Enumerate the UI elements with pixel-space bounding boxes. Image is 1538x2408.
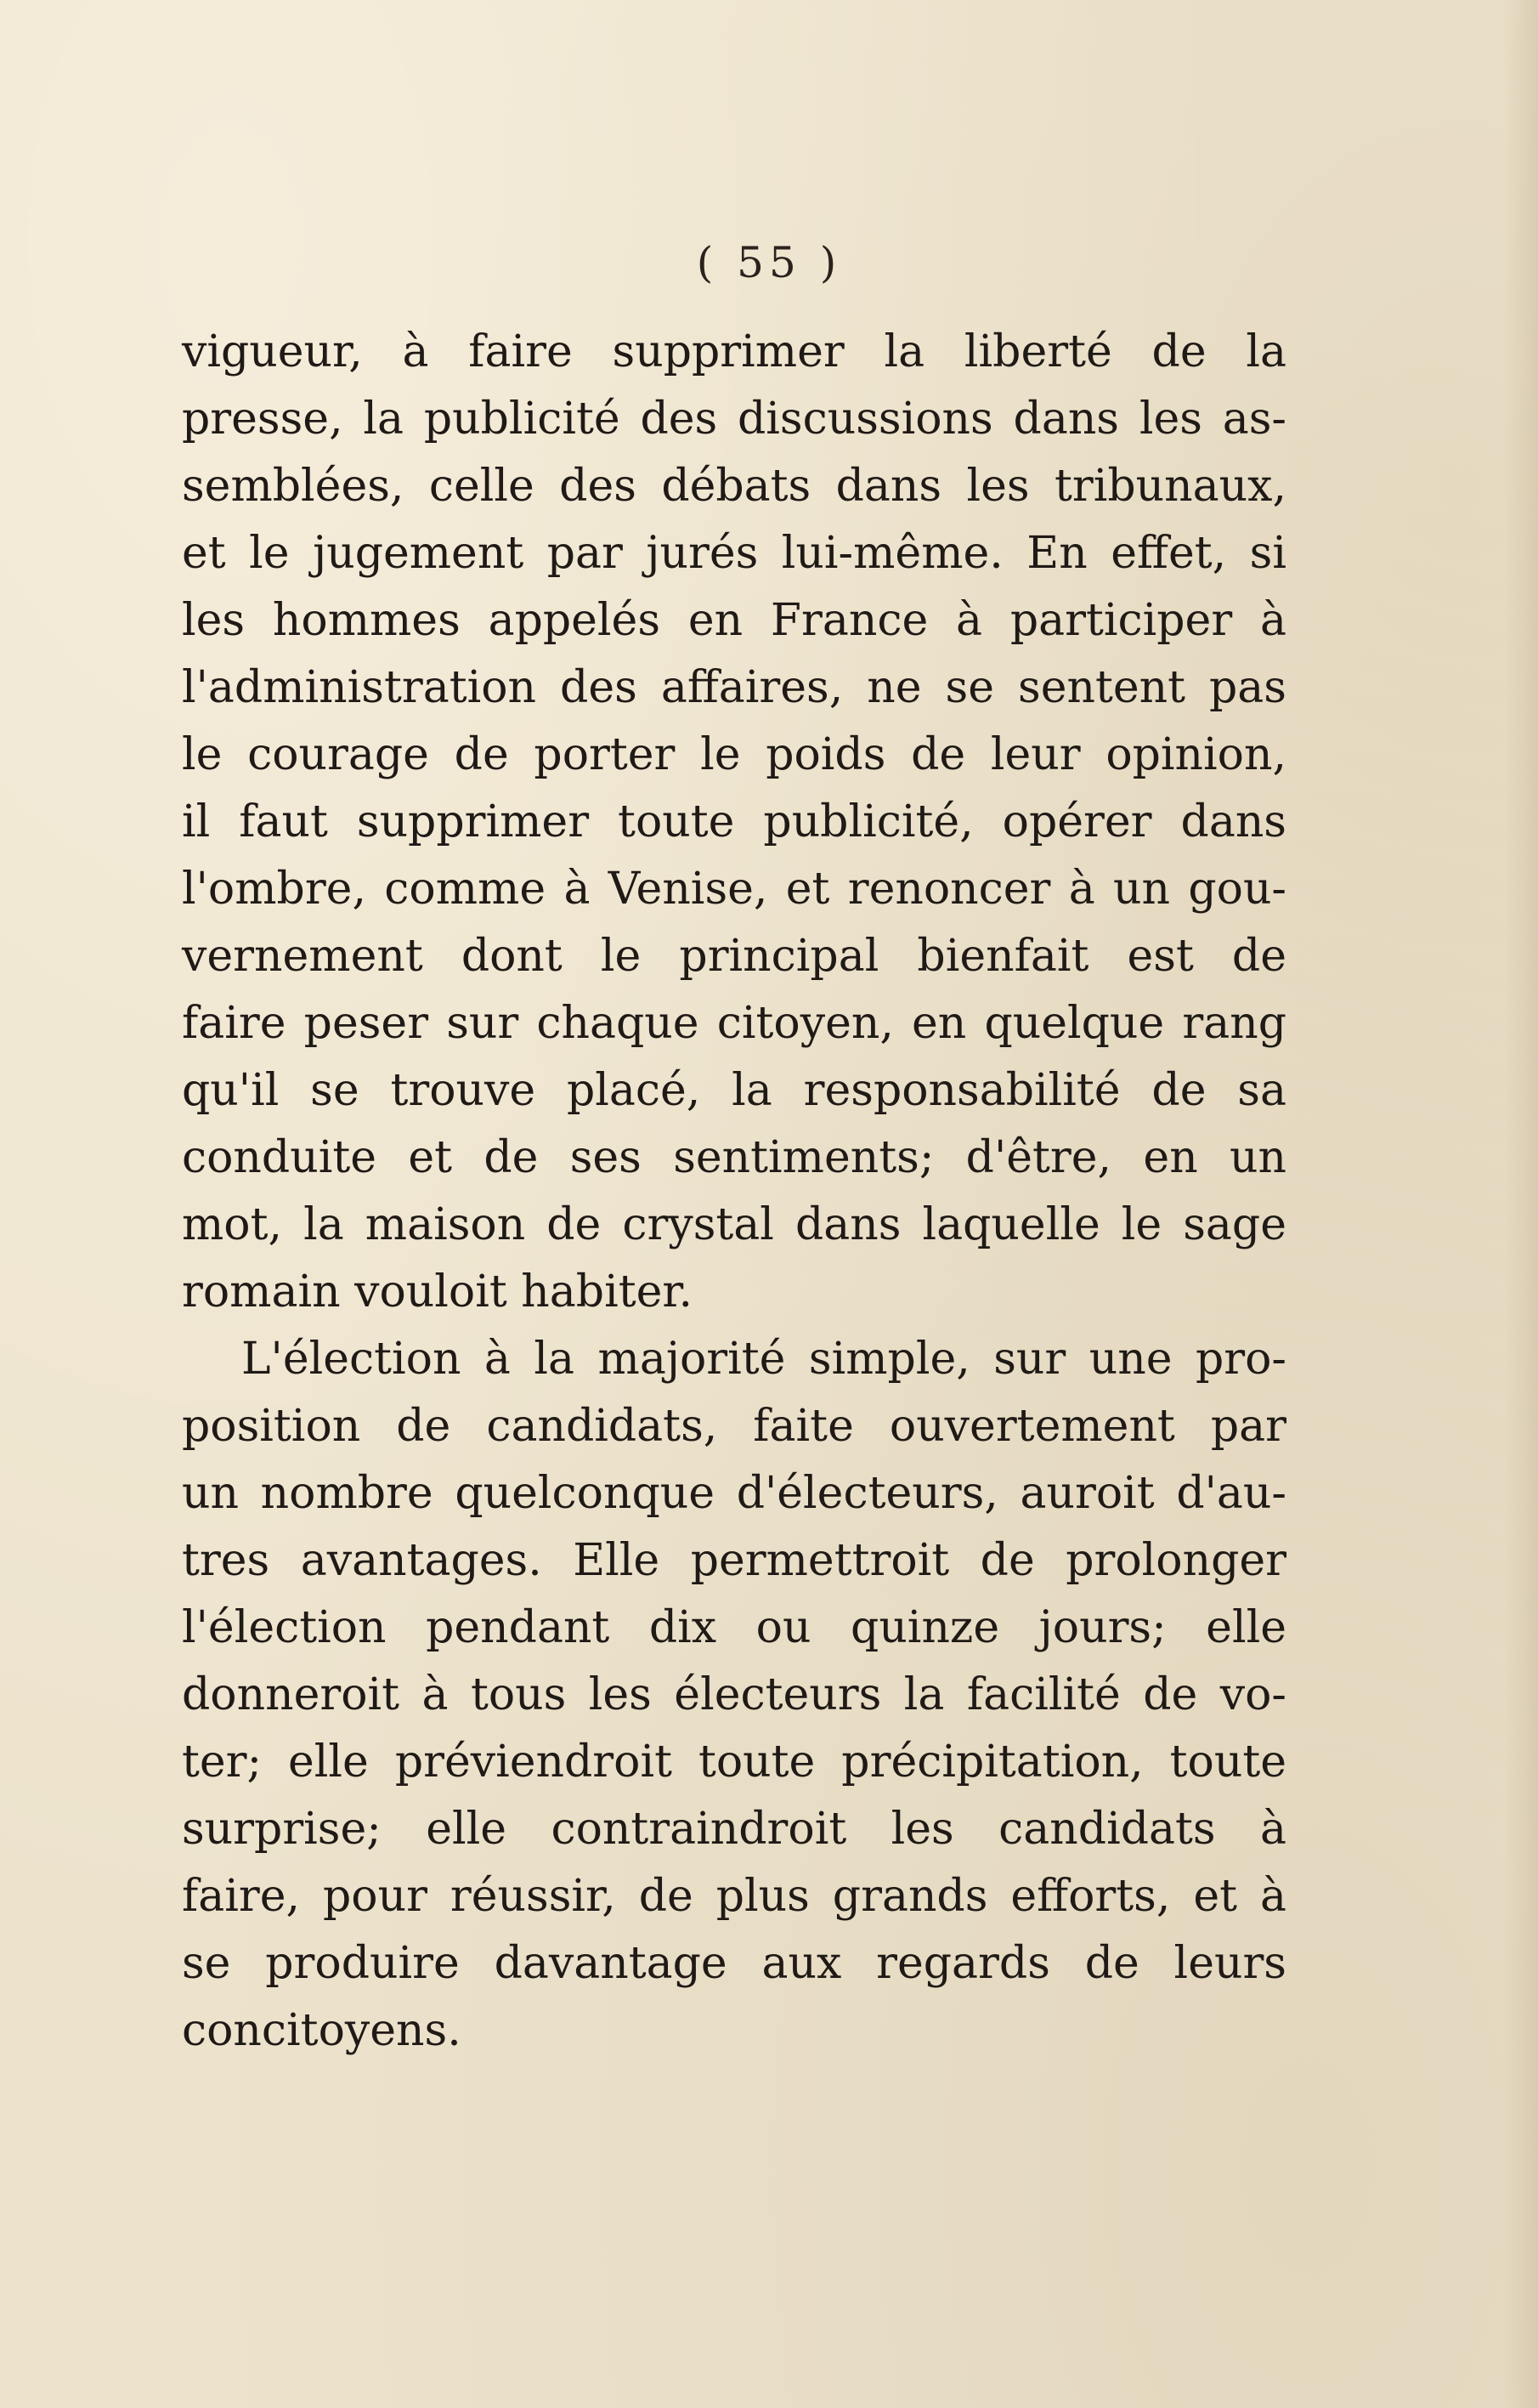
page-edge-shadow — [1504, 0, 1538, 2408]
text-line: tres avantages. Elle permettroit de prolonger — [182, 1535, 1286, 1586]
text-line: presse, la publicité des discussions dans les as- — [182, 394, 1286, 445]
text-line: se produire davantage aux regards de leurs — [182, 1938, 1286, 1989]
text-line: vernement dont le principal bienfait est de — [182, 931, 1286, 982]
paragraph — [182, 1326, 1286, 2065]
text-line: donneroit à tous les électeurs la facilité de vo- — [182, 1669, 1286, 1720]
text-line: faire peser sur chaque citoyen, en quelque rang — [182, 998, 1286, 1049]
text-line: mot, la maison de crystal dans laquelle le sage — [182, 1199, 1286, 1250]
text-line: vigueur, à faire supprimer la liberté de la — [182, 326, 1286, 377]
text-line: les hommes appelés en France à participer à — [182, 595, 1286, 646]
text-line: le courage de porter le poids de leur opinion, — [182, 729, 1286, 780]
text-line: L'élection à la majorité simple, sur une pro- — [241, 1334, 1286, 1385]
text-line: conduite et de ses sentiments; d'être, en un — [182, 1132, 1286, 1183]
text-line: l'administration des affaires, ne se sentent pas — [182, 662, 1286, 713]
page-number: ( 55 ) — [696, 238, 842, 287]
text-line: position de candidats, faite ouvertement par — [182, 1401, 1286, 1452]
text-line: et le jugement par jurés lui-même. En effet, si — [182, 528, 1286, 579]
text-line: il faut supprimer toute publicité, opérer dans — [182, 796, 1286, 847]
text-line: un nombre quelconque d'électeurs, auroit d'au- — [182, 1468, 1286, 1519]
text-line: ter; elle préviendroit toute précipitation, toute — [182, 1737, 1286, 1788]
body-text — [182, 319, 1286, 2065]
text-line: romain vouloit habiter. — [182, 1266, 693, 1317]
text-line: l'élection pendant dix ou quinze jours; elle — [182, 1602, 1286, 1653]
text-line: semblées, celle des débats dans les tribunaux, — [182, 461, 1286, 512]
text-line: qu'il se trouve placé, la responsabilité de sa — [182, 1065, 1286, 1116]
text-line: l'ombre, comme à Venise, et renoncer à un gou- — [182, 864, 1286, 915]
text-line: surprise; elle contraindroit les candidats à — [182, 1804, 1286, 1855]
text-line: concitoyens. — [182, 2005, 461, 2056]
text-line: faire, pour réussir, de plus grands efforts, et à — [182, 1871, 1286, 1922]
paragraph — [182, 319, 1286, 1326]
